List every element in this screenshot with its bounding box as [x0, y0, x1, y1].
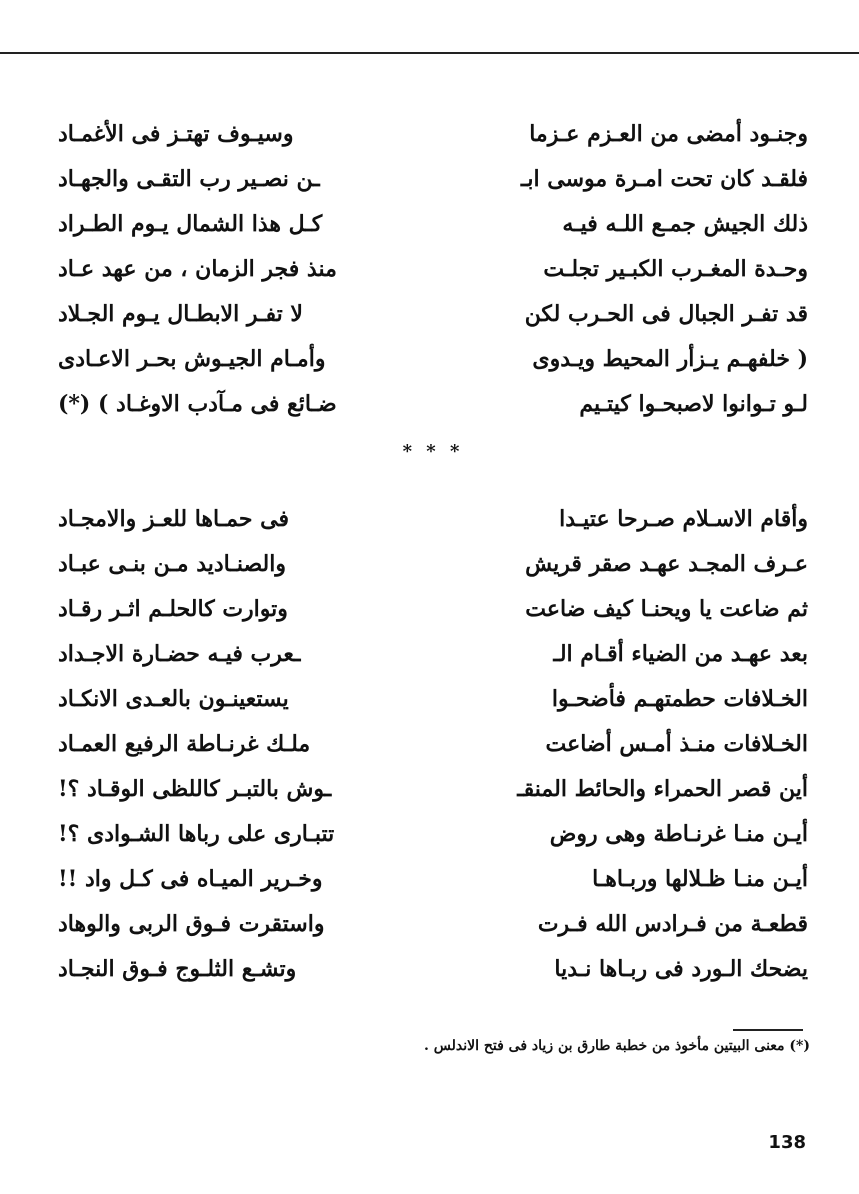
verse-second-hemistich: يستعينـون بالعـدى الانكـاد — [58, 686, 289, 712]
verse-second-hemistich: واستقرت فـوق الربى والوهاد — [58, 911, 325, 937]
verse-line — [58, 382, 808, 427]
verse-line — [58, 112, 808, 157]
verse-second-hemistich: ضـائع فى مـآدب الاوغـاد ) (*) — [58, 391, 337, 417]
verse-line — [58, 722, 808, 767]
verse-first-hemistich: وحـدة المغـرب الكبـير تجلـت — [543, 256, 808, 282]
verse-first-hemistich: فلقـد كان تحت امـرة موسى ابـ — [520, 166, 808, 192]
verse-line — [58, 202, 808, 247]
footnote-rule — [733, 1029, 803, 1031]
verse-first-hemistich: وأقام الاسـلام صـرحا عتيـدا — [559, 506, 808, 532]
verse-second-hemistich: وتشـع الثلـوج فـوق النجـاد — [58, 956, 297, 982]
verse-second-hemistich: ملـك غرنـاطة الرفيع العمـاد — [58, 731, 311, 757]
poem-stanza-2 — [58, 497, 808, 992]
verse-line — [58, 902, 808, 947]
verse-line — [58, 812, 808, 857]
poem-body — [58, 112, 808, 992]
verse-first-hemistich: قطعـة من فـرادس الله فـرت — [537, 911, 808, 937]
verse-line — [58, 767, 808, 812]
verse-first-hemistich: عـرف المجـد عهـد صقر قريش — [525, 551, 808, 577]
verse-second-hemistich: منذ فجر الزمان ، من عهد عـاد — [58, 256, 337, 282]
verse-first-hemistich: ذلك الجيش جمـع اللـه فيـه — [562, 211, 808, 237]
verse-first-hemistich: يضحك الـورد فى ربـاها نـديا — [554, 956, 808, 982]
poem-stanza-1 — [58, 112, 808, 427]
verse-first-hemistich: الخـلافات حطمتهـم فأضحـوا — [551, 686, 808, 712]
verse-first-hemistich: ثم ضاعت يا ويحنـا كيف ضاعت — [525, 596, 808, 622]
verse-second-hemistich: ـوش بالتبـر كاللظى الوقـاد ؟! — [58, 776, 332, 802]
verse-second-hemistich: وتوارت كالحلـم اثـر رقـاد — [58, 596, 288, 622]
verse-line — [58, 337, 808, 382]
verse-line — [58, 857, 808, 902]
verse-second-hemistich: وأمـام الجيـوش بحـر الاعـادى — [58, 346, 326, 372]
verse-first-hemistich: أيـن منـا غرنـاطة وهى روض — [549, 821, 808, 847]
verse-second-hemistich: وسيـوف تهتـز فى الأغمـاد — [58, 121, 294, 147]
verse-second-hemistich: والصنـاديد مـن بنـى عبـاد — [58, 551, 286, 577]
verse-line — [58, 632, 808, 677]
stanza-separator: * * * — [402, 441, 464, 462]
verse-second-hemistich: كـل هذا الشمال يـوم الطـراد — [58, 211, 323, 237]
verse-second-hemistich: ـعرب فيـه حضـارة الاجـداد — [58, 641, 301, 667]
verse-second-hemistich: وخـرير الميـاه فى كـل واد !! — [58, 866, 323, 892]
header-rule — [0, 52, 859, 54]
verse-line — [58, 542, 808, 587]
verse-second-hemistich: لا تفـر الابطـال يـوم الجـلاد — [58, 301, 303, 327]
verse-first-hemistich: أين قصر الحمراء والحائط المنقـ — [517, 776, 808, 802]
verse-second-hemistich: تتبـارى على رباها الشـوادى ؟! — [58, 821, 335, 847]
page-number: 138 — [768, 1132, 806, 1153]
verse-line — [58, 157, 808, 202]
verse-line — [58, 947, 808, 992]
verse-line — [58, 677, 808, 722]
verse-first-hemistich: أيـن منـا ظـلالها وربـاهـا — [592, 866, 808, 892]
verse-line — [58, 587, 808, 632]
verse-first-hemistich: وجنـود أمضى من العـزم عـزما — [529, 121, 808, 147]
verse-line — [58, 292, 808, 337]
footnote: (*) معنى البيتين مأخوذ من خطبة طارق بن زياد فى فتح الاندلس . — [424, 1038, 810, 1054]
verse-first-hemistich: لـو تـوانوا لاصبحـوا كيتـيم — [579, 391, 808, 417]
verse-second-hemistich: فى حمـاها للعـز والامجـاد — [58, 506, 289, 532]
verse-first-hemistich: الخـلافات منـذ أمـس أضاعت — [545, 731, 808, 757]
verse-second-hemistich: ـن نصـير رب التقـى والجهـاد — [58, 166, 320, 192]
verse-first-hemistich: ( خلفهـم يـزأر المحيط ويـدوى — [532, 346, 808, 372]
verse-line — [58, 247, 808, 292]
verse-first-hemistich: بعد عهـد من الضياء أقـام الـ — [553, 641, 808, 667]
verse-line — [58, 497, 808, 542]
verse-first-hemistich: قد تفـر الجبال فى الحـرب لكن — [524, 301, 808, 327]
